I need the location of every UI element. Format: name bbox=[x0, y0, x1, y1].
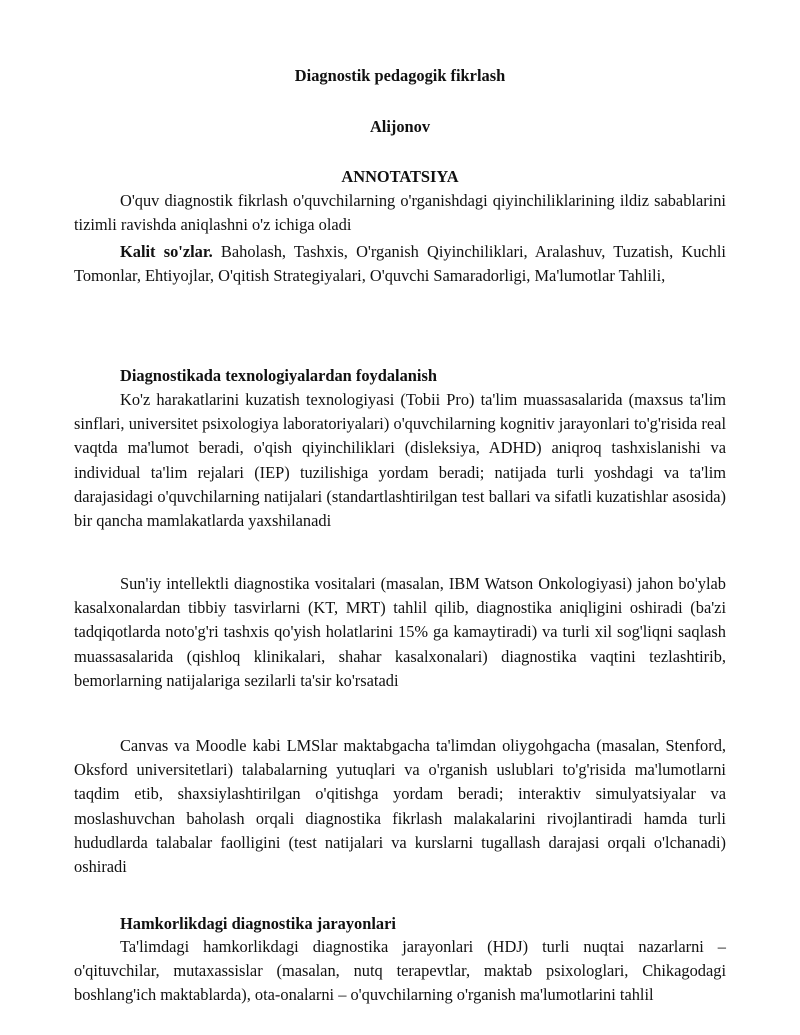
keywords-paragraph bbox=[74, 240, 726, 288]
annotation-heading: ANNOTATSIYA bbox=[341, 167, 459, 186]
paragraph-lms: Canvas va Moodle kabi LMSlar maktabgacha ta'limdan oliygohgacha (masalan, Stenford, Oksford universitetlari) talabalarning yutuqlari va o'rganish uslublari to'g'risida ma'lumotlarni taqdim etib, shaxsiylashtirilgan o'qitishga yordam beradi; interaktiv simulyatsiyalar va moslashuvchan baholash orqali diagnostika fikrlash malakalarini rivojlantiradi hamda turli hududlarda talabalar faolligini (test natijalari va kurslarni tugallash darajasi orqali o'lchanadi) oshiradi bbox=[74, 736, 726, 877]
section-heading-collaborative: Hamkorlikdagi diagnostika jarayonlari bbox=[120, 914, 396, 933]
section-heading-technology: Diagnostikada texnologiyalardan foydalanish bbox=[120, 366, 437, 385]
keywords-text: Baholash, Tashxis, O'rganish Qiyinchiliklari, Aralashuv, Tuzatish, Kuchli Tomonlar, Ehtiyojlar, O'qitish Strategiyalari, O'quvchi Samaradorligi, Ma'lumotlar Tahlili, bbox=[74, 242, 726, 286]
paragraph-collaborative: Ta'limdagi hamkorlikdagi diagnostika jarayonlari (HDJ) turli nuqtai nazarlarni – o'qituvchilar, mutaxassislar (masalan, nutq terapevtlar, maktab psixologlari, Chikagodagi boshlang'ich maktablarda), ota-onalarni – o'quvchilarning o'rganish ma'lumotlarini tahlil bbox=[74, 937, 726, 1005]
document-title: Diagnostik pedagogik fikrlash bbox=[294, 66, 506, 85]
paragraph-ai-diagnostics: Sun'iy intellektli diagnostika vositalari (masalan, IBM Watson Onkologiyasi) jahon bo'ylab kasalxonalardan tibbiy tasvirlarni (KT, MRT) tahlil qilib, diagnostika aniqligini oshiradi (ba'zi tadqiqotlarda noto'g'ri tashxis qo'yish holatlarini 15% ga kamaytiradi) va turli xil sog'liqni saqlash muassasalarida (qishloq klinikalari, shahar kasalxonalari) diagnostika vaqtini tezlashtirib, bemorlarning natijalariga sezilarli ta'sir ko'rsatadi bbox=[74, 574, 726, 690]
paragraph-eye-tracking: Ko'z harakatlarini kuzatish texnologiyasi (Tobii Pro) ta'lim muassasalarida (maxsus ta'lim sinflari, universitet psixologiya laboratoriyalari) o'quvchilarning kognitiv jarayonlari to'g'risida real vaqtda ma'lumot beradi, o'qish qiyinchiliklari (disleksiya, ADHD) aniqroq tashxislanishi va individual ta'lim rejalari (IEP) tuzilishiga yordam beradi; natijada turli yoshdagi va ta'lim darajasidagi o'quvchilarning natijalari (standartlashtirilgan test ballari va sifatli kuzatishlar asosida) bir qancha mamlakatlarda yaxshilanadi bbox=[74, 390, 726, 531]
author-name: Alijonov bbox=[369, 117, 431, 136]
annotation-text: O'quv diagnostik fikrlash o'quvchilarning o'rganishdagi qiyinchiliklarining ildiz sabablarini tizimli ravishda aniqlashni o'z ichiga oladi bbox=[74, 191, 726, 235]
keywords-label: Kalit so'zlar. bbox=[120, 242, 213, 261]
